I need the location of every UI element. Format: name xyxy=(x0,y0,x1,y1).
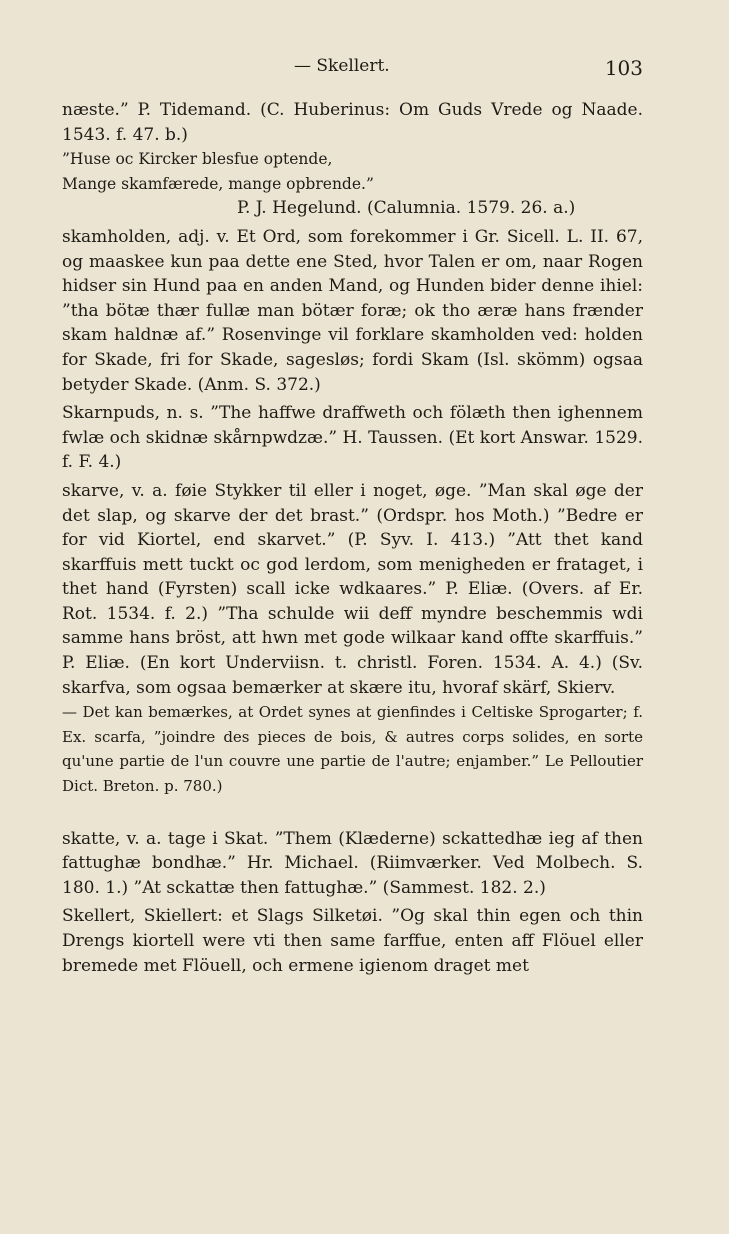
page-body xyxy=(62,98,643,978)
dictionary-entry: skarve, v. a. føie Stykker til eller i noget, øge. ”Man skal øge der det slap, og skarve der det brast.” (Ordspr. hos Moth.) ”Bedre er for vid Kiortel, end skarvet.” (P. Syv. I. 413.) ”Att thet kand skarffuis mett tuckt oc god lerdom, som menigheden er frataget, i thet hand (Fyrsten) scall icke wdkaares.” P. Eliæ. (Overs. af Er. Rot. 1534. f. 2.) ”Tha schulde wii deff myndre beschemmis wdi samme hans bröst, att hwn met gode wilkaar kand offte skarffuis.” P. Eliæ. (En kort Underviisn. t. christl. Foren. 1534. A. 4.) (Sv. skarfva, som ogsaa bemærker at skære itu, hvoraf skärf, Skierv. xyxy=(62,480,643,698)
verse-line: Mange skamfærede, mange opbrende.” xyxy=(62,174,374,193)
citation-paragraph: næste.” P. Tidemand. (C. Huberinus: Om Guds Vrede og Naade. 1543. f. 47. b.) xyxy=(62,100,643,145)
page-header xyxy=(62,56,643,82)
entry-note: — Det kan bemærkes, at Ordet synes at gienfindes i Celtiske Sprogarter; f. Ex. scarfa, ”joindre des pieces de bois, & autres corps solides, en sorte qu'une partie de l'un couvre une partie de l'autre; enjamber.” Le Pelloutier Dict. Breton. p. 780.) xyxy=(62,703,643,796)
page-number: 103 xyxy=(604,56,643,80)
verse-attribution: P. J. Hegelund. (Calumnia. 1579. 26. a.) xyxy=(237,198,576,219)
dictionary-entry: Skellert, Skiellert: et Slags Silketøi. ”Og skal thin egen och thin Drengs kiortell were vti then same farffue, enten aff Flöuel eller bremede met Flöuell, och ermene igienom draget met xyxy=(62,906,643,976)
dictionary-entry: skatte, v. a. tage i Skat. ”Them (Klæderne) sckattedhæ ieg af then fattughæ bondhæ.” Hr. Michael. (Riimværker. Ved Molbech. S. 180. 1.) ”At sckattæ then fattughæ.” (Sammest. 182. 2.) xyxy=(62,828,643,898)
running-title: — Skellert. xyxy=(294,56,390,76)
verse-line: ”Huse oc Kircker blesfue optende, xyxy=(62,150,333,169)
dictionary-entry: Skarnpuds, n. s. ”The haffwe draffweth och fölæth then ighennem fwlæ och skidnæ skårnpwdzæ.” H. Taussen. (Et kort Answar. 1529. f. F. 4.) xyxy=(62,403,643,473)
dictionary-entry: skamholden, adj. v. Et Ord, som forekommer i Gr. Sicell. L. II. 67, og maaskee kun paa dette ene Sted, hvor Talen er om, naar Rogen hidser sin Hund paa en anden Mand, og Hunden bider denne ihiel: ”tha bötæ thær fullæ man bötær foræ; ok tho æræ hans frænder skam haldnæ af.” Rosenvinge vil forklare skamholden ved: holden for Skade, fri for Skade, sagesløs; fordi Skam (Isl. skömm) ogsaa betyder Skade. (Anm. S. 372.) xyxy=(62,226,643,395)
